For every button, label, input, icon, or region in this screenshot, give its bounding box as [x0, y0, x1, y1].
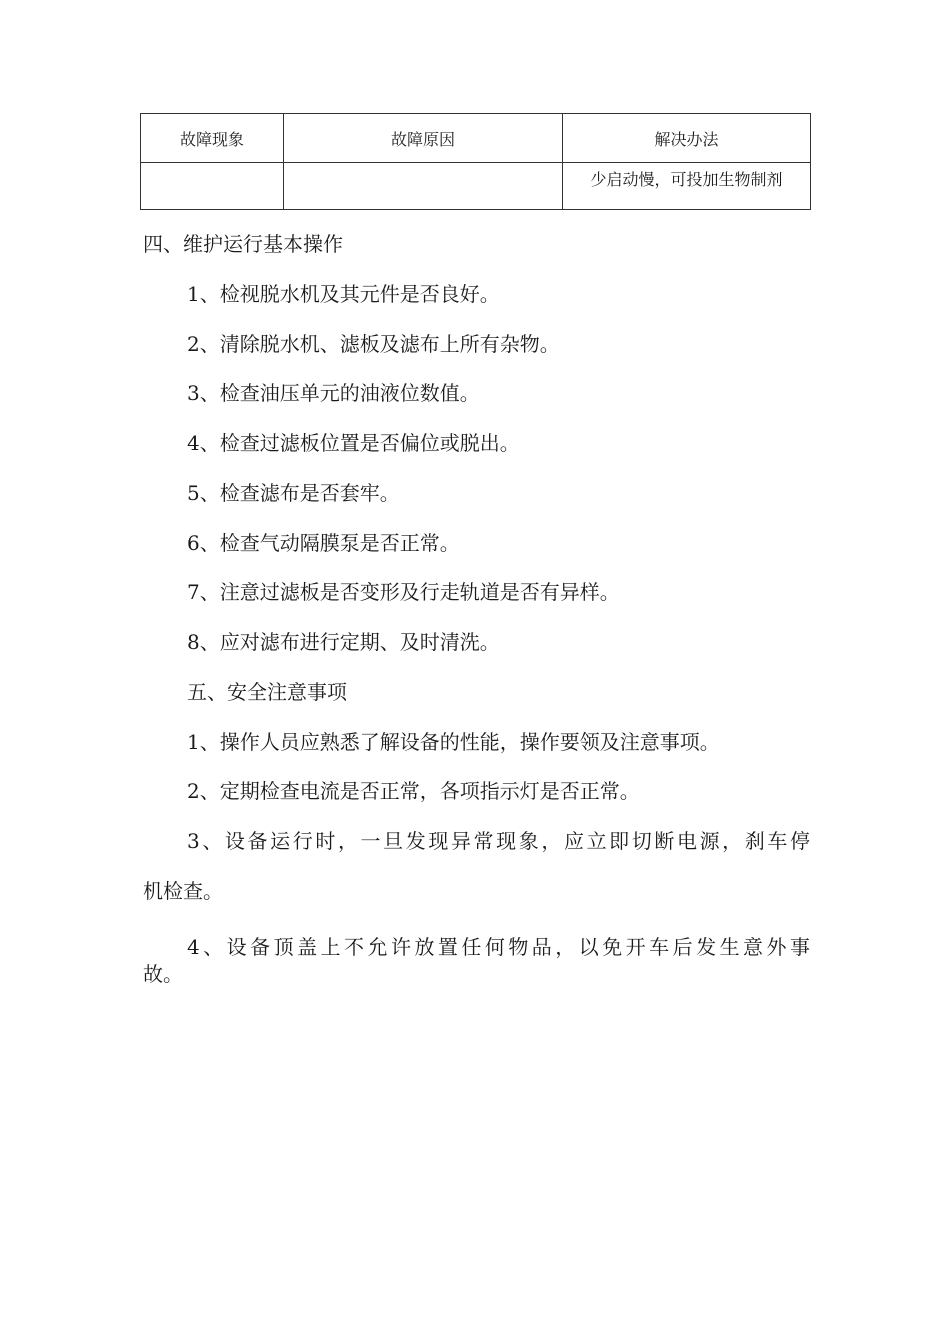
header-fault-cause: 故障原因: [284, 114, 563, 163]
table-row: [141, 163, 811, 210]
fault-table: [140, 113, 811, 210]
section-5-item-3-line-1: 3、设备运行时，一旦发现异常现象，应立即切断电源，刹车停: [187, 829, 810, 853]
section-5-item-1: 1、操作人员应熟悉了解设备的性能，操作要领及注意事项。: [187, 730, 720, 754]
section-4-item-4: 4、检查过滤板位置是否偏位或脱出。: [187, 431, 520, 455]
section-4-item-3: 3、检查油压单元的油液位数值。: [187, 381, 480, 405]
section-5-item-2: 2、定期检查电流是否正常，各项指示灯是否正常。: [187, 779, 640, 803]
header-fault-symptom: 故障现象: [141, 114, 284, 163]
section-4-item-6: 6、检查气动隔膜泵是否正常。: [187, 531, 460, 555]
table-cell-solution: 少启动慢，可投加生物制剂: [563, 163, 811, 210]
section-5-item-4-line-2: 故。: [143, 962, 183, 986]
table-cell-cause: [284, 163, 563, 210]
section-4-item-7: 7、注意过滤板是否变形及行走轨道是否有异样。: [187, 580, 620, 604]
section-4-item-8: 8、应对滤布进行定期、及时清洗。: [187, 630, 500, 654]
section-4-item-1: 1、检视脱水机及其元件是否良好。: [187, 282, 500, 306]
section-4-item-5: 5、检查滤布是否套牢。: [187, 481, 400, 505]
table-cell-symptom: [141, 163, 284, 210]
table-header-row: [141, 114, 811, 163]
section-4-title: 四、维护运行基本操作: [143, 232, 343, 256]
section-5-item-3-line-2: 机检查。: [143, 879, 223, 903]
section-5-item-4-line-1: 4、设备顶盖上不允许放置任何物品，以免开车后发生意外事: [187, 935, 810, 959]
section-5-title: 五、安全注意事项: [187, 680, 347, 704]
header-solution: 解决办法: [563, 114, 811, 163]
section-4-item-2: 2、清除脱水机、滤板及滤布上所有杂物。: [187, 332, 560, 356]
